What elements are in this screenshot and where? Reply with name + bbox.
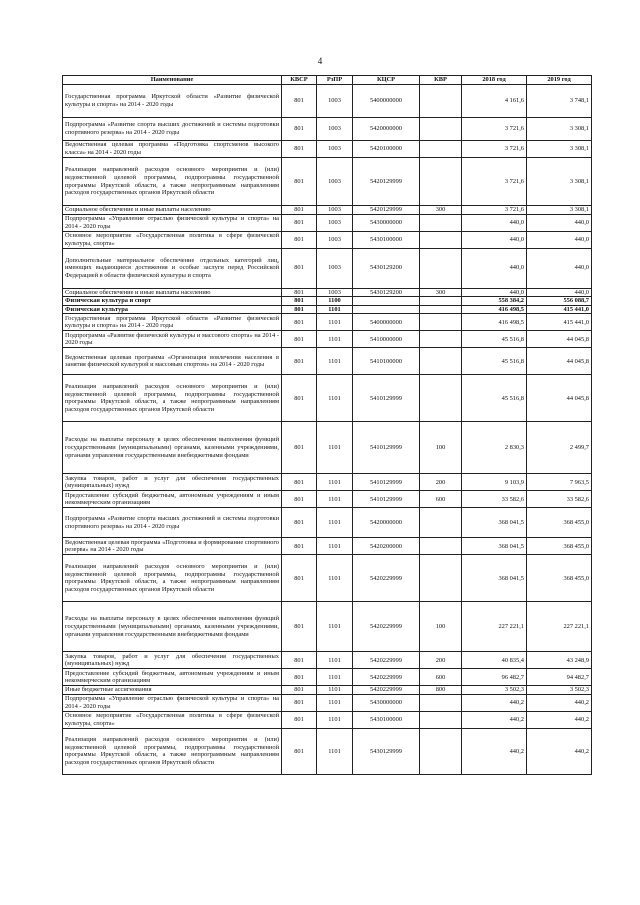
row-kcsr: 5420229999	[353, 686, 420, 695]
row-name: Подпрограмма «Управление отраслью физической культуры и спорта» на 2014 - 2020 годы	[63, 214, 282, 231]
table-row	[63, 375, 592, 422]
row-kvr: 300	[420, 206, 462, 215]
row-kcsr: 5430100000	[353, 231, 420, 248]
row-kcsr	[353, 297, 420, 306]
row-value-2019: 440,2	[527, 694, 592, 711]
row-value-2019: 43 248,9	[527, 652, 592, 669]
row-value-2018: 3 721,6	[462, 118, 527, 141]
row-name: Подпрограмма «Развитие спорта высших достижений и системы подготовки спортивного резерва» на 2014 - 2020 годы	[63, 508, 282, 538]
row-value-2019: 556 088,7	[527, 297, 592, 306]
row-rzpr: 1003	[317, 85, 353, 118]
row-value-2019: 3 308,1	[527, 118, 592, 141]
row-rzpr: 1101	[317, 602, 353, 652]
row-value-2019: 7 963,5	[527, 474, 592, 491]
row-name: Основное мероприятие «Государственная политика в сфере физической культуры, спорта»	[63, 231, 282, 248]
row-kcsr: 5410100000	[353, 348, 420, 375]
row-value-2019: 440,2	[527, 728, 592, 774]
row-name: Ведомственная целевая программа «Подготовка и формирование спортивного резерва» на 2014 - 2020 годы	[63, 538, 282, 555]
row-value-2018: 3 502,3	[462, 686, 527, 695]
row-kvr	[420, 694, 462, 711]
header-name: Наименование	[63, 76, 282, 85]
row-name: Основное мероприятие «Государственная политика в сфере физической культуры, спорта»	[63, 711, 282, 728]
table-row	[63, 694, 592, 711]
row-value-2019: 2 499,7	[527, 422, 592, 474]
row-rzpr: 1003	[317, 248, 353, 288]
row-kvr	[420, 711, 462, 728]
row-name: Физическая культура	[63, 305, 282, 314]
row-rzpr: 1101	[317, 305, 353, 314]
table-row	[63, 686, 592, 695]
row-kcsr: 5430100000	[353, 711, 420, 728]
row-value-2018: 40 835,4	[462, 652, 527, 669]
row-value-2018: 9 103,9	[462, 474, 527, 491]
row-name: Расходы на выплаты персоналу в целях обеспечения выполнения функций государственными (муниципальными) органами, казенными учреждениями, органами управления государственными внебюджетными фондами	[63, 422, 282, 474]
table-row	[63, 85, 592, 118]
row-rzpr: 1100	[317, 297, 353, 306]
row-kcsr: 5420229999	[353, 555, 420, 602]
row-value-2019: 3 308,1	[527, 158, 592, 206]
row-value-2019: 3 308,1	[527, 206, 592, 215]
table-row	[63, 141, 592, 158]
table-row	[63, 248, 592, 288]
row-rzpr: 1101	[317, 728, 353, 774]
row-value-2018: 440,2	[462, 711, 527, 728]
table-row	[63, 331, 592, 348]
row-kvr	[420, 331, 462, 348]
table-row	[63, 297, 592, 306]
row-rzpr: 1101	[317, 652, 353, 669]
row-rzpr: 1101	[317, 331, 353, 348]
row-name: Реализация направлений расходов основного мероприятия и (или) ведомственной целевой программы, подпрограммы государственной программы Иркутской области, а также непрограммным направлениям расходов государственных органов Иркутской области	[63, 375, 282, 422]
row-value-2018: 440,0	[462, 248, 527, 288]
row-name: Государственная программа Иркутской области «Развитие физической культуры и спорта» на 2014 - 2020 годы	[63, 85, 282, 118]
row-kvr	[420, 555, 462, 602]
row-kcsr: 5420129999	[353, 158, 420, 206]
row-kvr	[420, 314, 462, 331]
row-kvsr: 801	[282, 314, 317, 331]
header-kvsr: КВСР	[282, 76, 317, 85]
row-kcsr: 5400000000	[353, 314, 420, 331]
row-value-2018: 416 498,5	[462, 314, 527, 331]
row-kvr	[420, 231, 462, 248]
row-kvr: 600	[420, 669, 462, 686]
row-name: Закупка товаров, работ и услуг для обеспечения государственных (муниципальных) нужд	[63, 652, 282, 669]
row-kvsr: 801	[282, 158, 317, 206]
header-kvr: КВР	[420, 76, 462, 85]
row-kcsr: 5410129999	[353, 375, 420, 422]
row-kvr: 100	[420, 422, 462, 474]
row-name: Расходы на выплаты персоналу в целях обеспечения выполнения функций государственными (муниципальными) органами, казенными учреждениями, органами управления государственными внебюджетными фондами	[63, 602, 282, 652]
row-name: Предоставление субсидий бюджетным, автономным учреждениям и иным некоммерческим организациям	[63, 491, 282, 508]
row-value-2018: 440,0	[462, 288, 527, 297]
row-kcsr: 5400000000	[353, 85, 420, 118]
table-row	[63, 158, 592, 206]
row-rzpr: 1101	[317, 686, 353, 695]
row-kcsr: 5410129999	[353, 422, 420, 474]
row-kvr: 200	[420, 474, 462, 491]
header-kcsr: КЦСР	[353, 76, 420, 85]
row-name: Ведомственная целевая программа «Организация вовлечения населения в занятия физической культурой и массовым спортом» на 2014 - 2020 годы	[63, 348, 282, 375]
row-kcsr: 5420229999	[353, 602, 420, 652]
row-kvsr: 801	[282, 248, 317, 288]
row-value-2018: 3 721,6	[462, 158, 527, 206]
row-name: Подпрограмма «Управление отраслью физической культуры и спорта» на 2014 - 2020 годы	[63, 694, 282, 711]
row-value-2019: 368 455,0	[527, 538, 592, 555]
row-value-2019: 440,0	[527, 288, 592, 297]
row-rzpr: 1101	[317, 711, 353, 728]
row-value-2018: 368 041,5	[462, 555, 527, 602]
row-name: Реализация направлений расходов основного мероприятия и (или) ведомственной целевой программы, подпрограммы государственной программы Иркутской области, а также непрограммным направлениям расходов государственных органов Иркутской области	[63, 555, 282, 602]
row-rzpr: 1003	[317, 288, 353, 297]
row-name: Физическая культура и спорт	[63, 297, 282, 306]
table-row	[63, 214, 592, 231]
row-kvsr: 801	[282, 214, 317, 231]
table-row	[63, 348, 592, 375]
row-kcsr: 5420229999	[353, 652, 420, 669]
row-rzpr: 1003	[317, 206, 353, 215]
row-name: Социальное обеспечение и иные выплаты населению	[63, 206, 282, 215]
row-value-2018: 416 498,5	[462, 305, 527, 314]
row-kvr	[420, 158, 462, 206]
row-value-2019: 440,0	[527, 248, 592, 288]
table-row	[63, 206, 592, 215]
row-value-2018: 4 161,6	[462, 85, 527, 118]
row-value-2018: 227 221,1	[462, 602, 527, 652]
row-value-2018: 45 516,8	[462, 348, 527, 375]
row-rzpr: 1003	[317, 118, 353, 141]
row-kcsr: 5430000000	[353, 694, 420, 711]
row-rzpr: 1101	[317, 491, 353, 508]
page-number: 4	[317, 56, 323, 66]
row-kcsr: 5430000000	[353, 214, 420, 231]
table-row	[63, 288, 592, 297]
row-kvr: 200	[420, 652, 462, 669]
row-value-2018: 440,0	[462, 214, 527, 231]
row-kcsr: 5410129999	[353, 491, 420, 508]
row-value-2019: 415 441,0	[527, 305, 592, 314]
row-kvsr: 801	[282, 669, 317, 686]
table-row	[63, 602, 592, 652]
row-kvsr: 801	[282, 686, 317, 695]
row-rzpr: 1101	[317, 555, 353, 602]
row-value-2019: 33 582,6	[527, 491, 592, 508]
table-header-row	[63, 76, 592, 85]
row-value-2018: 45 516,8	[462, 331, 527, 348]
row-value-2018: 33 582,6	[462, 491, 527, 508]
row-kvr	[420, 375, 462, 422]
row-value-2019: 3 502,3	[527, 686, 592, 695]
row-kcsr: 5420000000	[353, 118, 420, 141]
row-value-2019: 440,2	[527, 711, 592, 728]
row-kvsr: 801	[282, 118, 317, 141]
row-name: Социальное обеспечение и иные выплаты населению	[63, 288, 282, 297]
row-kvr	[420, 297, 462, 306]
row-kcsr	[353, 305, 420, 314]
row-value-2019: 227 221,1	[527, 602, 592, 652]
header-rzpr: РзПР	[317, 76, 353, 85]
row-value-2018: 3 721,6	[462, 206, 527, 215]
row-kcsr: 5420100000	[353, 141, 420, 158]
table-row	[63, 314, 592, 331]
table-row	[63, 711, 592, 728]
row-name: Реализация направлений расходов основного мероприятия и (или) ведомственной целевой программы, подпрограммы государственной программы Иркутской области, а также непрограммным направлениям расходов государственных органов Иркутской области	[63, 158, 282, 206]
row-name: Закупка товаров, работ и услуг для обеспечения государственных (муниципальных) нужд	[63, 474, 282, 491]
row-rzpr: 1003	[317, 231, 353, 248]
row-kvr	[420, 508, 462, 538]
row-rzpr: 1101	[317, 538, 353, 555]
row-value-2018: 558 384,2	[462, 297, 527, 306]
row-kvsr: 801	[282, 141, 317, 158]
row-kcsr: 5430129200	[353, 288, 420, 297]
row-rzpr: 1003	[317, 214, 353, 231]
table-row	[63, 474, 592, 491]
row-value-2018: 368 041,5	[462, 538, 527, 555]
row-kvsr: 801	[282, 711, 317, 728]
row-kvsr: 801	[282, 474, 317, 491]
row-value-2018: 440,2	[462, 694, 527, 711]
table-row	[63, 508, 592, 538]
row-value-2019: 368 455,0	[527, 555, 592, 602]
table-row	[63, 728, 592, 774]
row-value-2019: 3 308,1	[527, 141, 592, 158]
row-kvsr: 801	[282, 602, 317, 652]
row-kvsr: 801	[282, 728, 317, 774]
row-kvsr: 801	[282, 422, 317, 474]
table-row	[63, 555, 592, 602]
row-rzpr: 1101	[317, 508, 353, 538]
row-kvsr: 801	[282, 331, 317, 348]
row-name: Дополнительные материальное обеспечение отдельных категорий лиц, имеющих выдающиеся достижения и особые заслуги перед Российской Федерацией в области физической культуры и спорта	[63, 248, 282, 288]
row-kcsr: 5430129999	[353, 728, 420, 774]
row-value-2019: 440,0	[527, 231, 592, 248]
row-kvsr: 801	[282, 375, 317, 422]
table-row	[63, 231, 592, 248]
row-kvr	[420, 348, 462, 375]
row-rzpr: 1101	[317, 422, 353, 474]
row-value-2019: 44 045,8	[527, 348, 592, 375]
row-kcsr: 5430129200	[353, 248, 420, 288]
row-name: Подпрограмма «Развитие физической культуры и массового спорта» на 2014 - 2020 годы	[63, 331, 282, 348]
row-rzpr: 1101	[317, 694, 353, 711]
row-kvr	[420, 118, 462, 141]
row-kcsr: 5420000000	[353, 508, 420, 538]
row-name: Иные бюджетные ассигнования	[63, 686, 282, 695]
row-kvsr: 801	[282, 206, 317, 215]
row-rzpr: 1101	[317, 375, 353, 422]
row-rzpr: 1101	[317, 474, 353, 491]
table-row	[63, 491, 592, 508]
row-kcsr: 5410129999	[353, 474, 420, 491]
row-rzpr: 1003	[317, 158, 353, 206]
row-value-2019: 440,0	[527, 214, 592, 231]
row-kvsr: 801	[282, 652, 317, 669]
row-rzpr: 1003	[317, 141, 353, 158]
row-value-2018: 440,2	[462, 728, 527, 774]
row-value-2019: 368 455,0	[527, 508, 592, 538]
row-kvsr: 801	[282, 694, 317, 711]
row-kvsr: 801	[282, 305, 317, 314]
row-value-2018: 96 482,7	[462, 669, 527, 686]
row-kvsr: 801	[282, 297, 317, 306]
row-kvr	[420, 728, 462, 774]
row-value-2019: 415 441,0	[527, 314, 592, 331]
row-name: Предоставление субсидий бюджетным, автономным учреждениям и иным некоммерческим организациям	[63, 669, 282, 686]
row-name: Реализация направлений расходов основного мероприятия и (или) ведомственной целевой программы, подпрограммы государственной программы Иркутской области, а также непрограммным направлениям расходов государственных органов Иркутской области	[63, 728, 282, 774]
row-value-2018: 2 830,3	[462, 422, 527, 474]
row-rzpr: 1101	[317, 348, 353, 375]
row-value-2018: 368 041,5	[462, 508, 527, 538]
row-kvr	[420, 538, 462, 555]
row-name: Ведомственная целевая программа «Подготовка спортсменов высокого класса» на 2014 - 2020 годы	[63, 141, 282, 158]
row-value-2019: 94 482,7	[527, 669, 592, 686]
row-name: Государственная программа Иркутской области «Развитие физической культуры и спорта» на 2014 - 2020 годы	[63, 314, 282, 331]
row-kvsr: 801	[282, 538, 317, 555]
row-value-2019: 3 748,1	[527, 85, 592, 118]
row-kvsr: 801	[282, 288, 317, 297]
row-value-2019: 44 045,8	[527, 331, 592, 348]
row-kvr: 600	[420, 491, 462, 508]
row-kvr	[420, 248, 462, 288]
row-kvsr: 801	[282, 491, 317, 508]
header-2018: 2018 год	[462, 76, 527, 85]
row-kvr	[420, 141, 462, 158]
table-row	[63, 422, 592, 474]
row-kvsr: 801	[282, 231, 317, 248]
header-2019: 2019 год	[527, 76, 592, 85]
row-kvr: 800	[420, 686, 462, 695]
row-kvsr: 801	[282, 508, 317, 538]
row-name: Подпрограмма «Развитие спорта высших достижений и системы подготовки спортивного резерва» на 2014 - 2020 годы	[63, 118, 282, 141]
table-row	[63, 305, 592, 314]
row-value-2018: 45 516,8	[462, 375, 527, 422]
row-kcsr: 5420129999	[353, 206, 420, 215]
row-kcsr: 5420200000	[353, 538, 420, 555]
row-kvr	[420, 305, 462, 314]
row-kvr: 300	[420, 288, 462, 297]
table-row	[63, 538, 592, 555]
row-kvsr: 801	[282, 348, 317, 375]
budget-table	[62, 75, 592, 775]
row-kvr	[420, 85, 462, 118]
row-kvr: 100	[420, 602, 462, 652]
row-value-2018: 440,0	[462, 231, 527, 248]
row-kvr	[420, 214, 462, 231]
row-value-2018: 3 721,6	[462, 141, 527, 158]
row-kvsr: 801	[282, 555, 317, 602]
row-rzpr: 1101	[317, 314, 353, 331]
table-row	[63, 118, 592, 141]
row-kvsr: 801	[282, 85, 317, 118]
table-row	[63, 652, 592, 669]
table-row	[63, 669, 592, 686]
row-rzpr: 1101	[317, 669, 353, 686]
row-kcsr: 5410000000	[353, 331, 420, 348]
row-kcsr: 5420229999	[353, 669, 420, 686]
row-value-2019: 44 045,8	[527, 375, 592, 422]
